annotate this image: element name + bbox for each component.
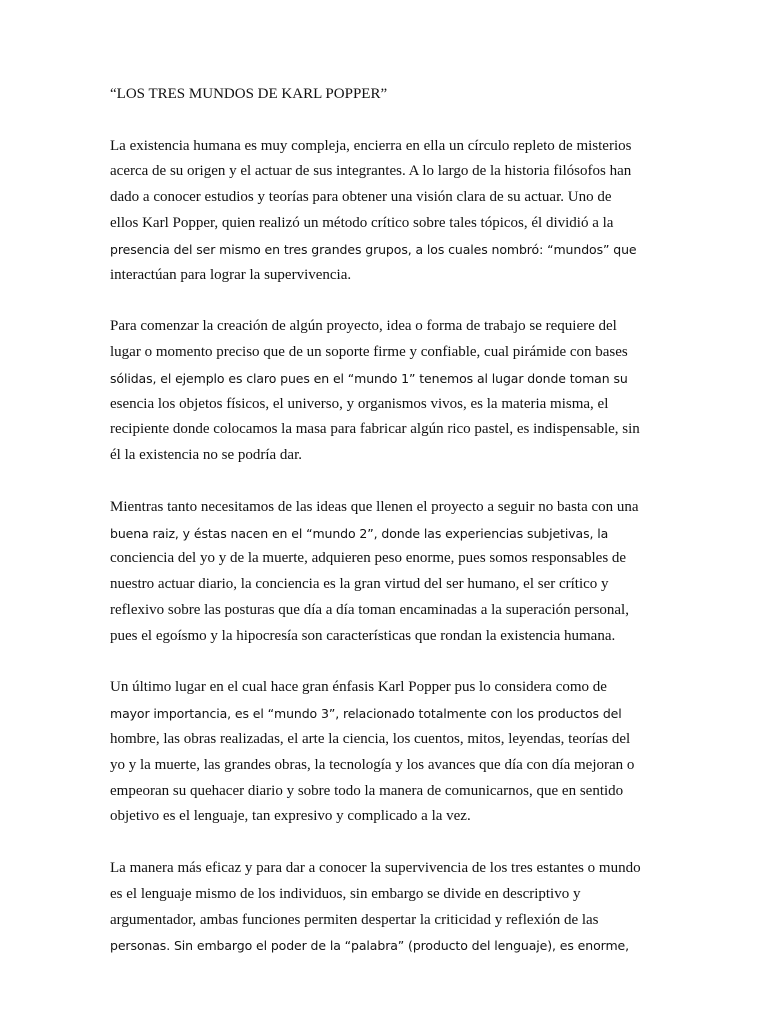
text-line: argumentador, ambas funciones permiten despertar la criticidad y reflexión de las: [110, 911, 599, 928]
text-line: empeoran su quehacer diario y sobre todo la manera de comunicarnos, que en sentido: [110, 782, 624, 799]
text-line: objetivo es el lenguaje, tan expresivo y complicado a la vez.: [110, 808, 471, 825]
text-line: presencia del ser mismo en tres grandes grupos, a los cuales nombró: “mundos” que: [110, 241, 637, 257]
text-line: nuestro actuar diario, la conciencia es la gran virtud del ser humano, el ser crítico y: [110, 576, 609, 593]
text-line: reflexivo sobre las posturas que día a día toman encaminadas a la superación personal,: [110, 601, 629, 618]
text-line: esencia los objetos físicos, el universo, y organismos vivos, es la materia misma, el: [110, 395, 609, 412]
document-body: [110, 82, 658, 985]
text-line: ellos Karl Popper, quien realizó un método crítico sobre tales tópicos, él dividió a la: [110, 214, 614, 231]
text-line: mayor importancia, es el “mundo 3”, relacionado totalmente con los productos del: [110, 706, 622, 722]
paragraph-5: [110, 856, 658, 959]
text-line: personas. Sin embargo el poder de la “palabra” (producto del lenguaje), es enorme,: [110, 938, 629, 954]
paragraph-4: [110, 675, 658, 830]
text-line: Mientras tanto necesitamos de las ideas que llenen el proyecto a seguir no basta con una: [110, 498, 639, 515]
paragraph-1: [110, 134, 658, 289]
text-line: Para comenzar la creación de algún proyecto, idea o forma de trabajo se requiere del: [110, 318, 617, 335]
document-title: “LOS TRES MUNDOS DE KARL POPPER”: [110, 86, 388, 102]
text-line: acerca de su origen y el actuar de sus integrantes. A lo largo de la historia filósofos han: [110, 163, 632, 180]
text-line: yo y la muerte, las grandes obras, la tecnología y los avances que día con día mejoran o: [110, 756, 635, 773]
paragraph-2: [110, 314, 658, 469]
text-line: él la existencia no se podría dar.: [110, 447, 303, 464]
text-line: sólidas, el ejemplo es claro pues en el “mundo 1” tenemos al lugar donde toman su: [110, 370, 628, 386]
text-line: La manera más eficaz y para dar a conocer la supervivencia de los tres estantes o mundo: [110, 859, 641, 876]
paragraph-3: [110, 495, 658, 650]
text-line: lugar o momento preciso que de un soporte firme y confiable, cual pirámide con bases: [110, 343, 628, 360]
text-line: pues el egoísmo y la hipocresía son características que rondan la existencia humana.: [110, 627, 616, 644]
text-line: hombre, las obras realizadas, el arte la ciencia, los cuentos, mitos, leyendas, teorías del: [110, 730, 631, 747]
text-line: buena raiz, y éstas nacen en el “mundo 2”, donde las experiencias subjetivas, la: [110, 525, 609, 541]
text-line: es el lenguaje mismo de los individuos, sin embargo se divide en descriptivo y: [110, 885, 581, 902]
text-line: conciencia del yo y de la muerte, adquieren peso enorme, pues somos responsables de: [110, 550, 627, 567]
text-line: interactúan para lograr la supervivencia.: [110, 266, 352, 283]
text-line: Un último lugar en el cual hace gran énfasis Karl Popper pus lo considera como de: [110, 679, 607, 696]
text-line: recipiente donde colocamos la masa para fabricar algún rico pastel, es indispensable, sin: [110, 421, 640, 438]
text-line: dado a conocer estudios y teorías para obtener una visión clara de su actuar. Uno de: [110, 189, 612, 206]
text-line: La existencia humana es muy compleja, encierra en ella un círculo repleto de misterios: [110, 137, 632, 154]
